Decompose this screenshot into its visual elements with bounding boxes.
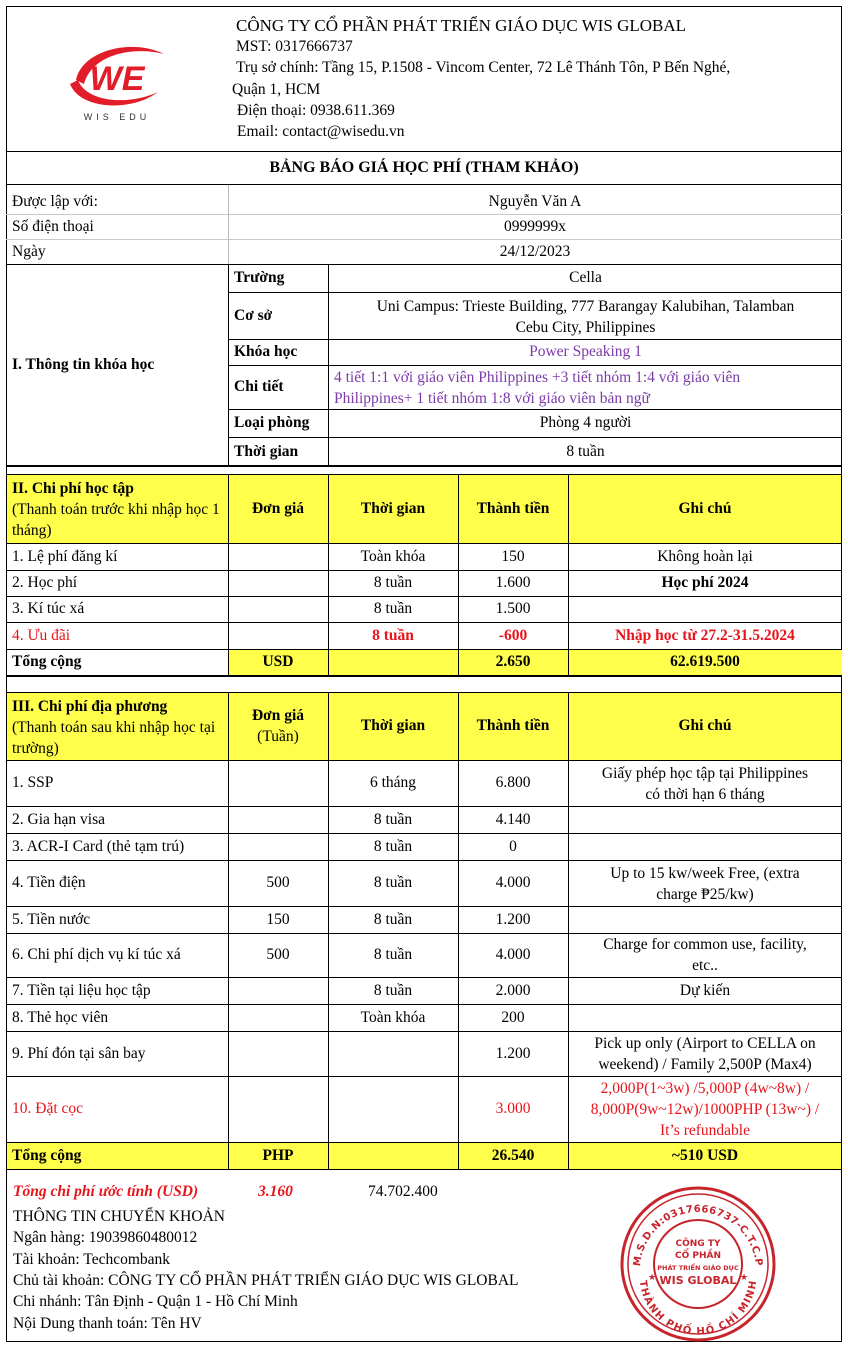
study-total-label: Tổng cộng <box>12 653 82 671</box>
study-col-amount: Thành tiền <box>476 499 550 517</box>
table-row-note: Charge for common use, facility, etc.. <box>603 936 807 974</box>
course-label: Khóa học <box>234 343 298 361</box>
course-section-label: I. Thông tin khóa học <box>12 355 155 373</box>
local-total-currency: PHP <box>262 1146 294 1164</box>
table-row-duration: 8 tuần <box>372 626 414 644</box>
local-col-duration: Thời gian <box>360 717 426 735</box>
table-row-amount: -600 <box>498 626 528 644</box>
address-line-1: Trụ sở chính: Tầng 15, P.1508 - Vincom Center, 72 Lê Thánh Tôn, P Bến Nghé, <box>236 59 731 76</box>
study-col-note: Ghi chú <box>678 499 732 517</box>
table-row-item: 5. Tiền nước <box>12 910 91 928</box>
table-row-duration: 8 tuần <box>373 600 413 618</box>
table-row-note: Pick up only (Airport to CELLA on weekend) / Family 2,500P (Max4) <box>594 1035 816 1073</box>
table-row-amount: 150 <box>501 547 525 565</box>
table-row-item: 3. Kí túc xá <box>12 600 85 618</box>
table-row-amount: 4.000 <box>495 946 531 964</box>
detail-value: 4 tiết 1:1 với giáo viên Philippines +3 tiết nhóm 1:4 với giáo viên Philippines+ 1 tiết nhóm 1:8 với giáo viên bản ngữ <box>334 369 741 407</box>
table-row-item: 10. Đặt cọc <box>12 1100 84 1118</box>
table-row-unit-price: 150 <box>266 910 290 928</box>
estimate-vnd: 74.702.400 <box>368 1183 438 1200</box>
table-row-duration: Toàn khóa <box>360 1008 426 1026</box>
prepared-for-value: Nguyễn Văn A <box>488 192 582 210</box>
table-row-amount: 0 <box>509 837 517 855</box>
account-line: Tài khoản: Techcombank <box>13 1251 171 1268</box>
course-value: Power Speaking 1 <box>529 343 642 361</box>
table-row-duration: 8 tuần <box>373 837 413 855</box>
campus-label: Cơ sở <box>234 306 273 324</box>
table-row-duration: 8 tuần <box>373 574 413 592</box>
campus-value: Uni Campus: Trieste Building, 777 Barangay Kalubihan, Talamban Cebu City, Philippines <box>376 298 795 336</box>
school-value: Cella <box>569 269 602 287</box>
table-row-duration: 8 tuần <box>373 910 413 928</box>
duration-label: Thời gian <box>234 442 299 460</box>
estimate-usd: 3.160 <box>258 1183 293 1200</box>
table-row-amount: 4.000 <box>495 874 531 892</box>
table-row-duration: 6 tháng <box>369 774 417 792</box>
document-title: BẢNG BÁO GIÁ HỌC PHÍ (THAM KHẢO) <box>269 159 579 177</box>
table-row-duration: 8 tuần <box>373 810 413 828</box>
local-total-label: Tổng cộng <box>12 1146 82 1164</box>
date-value: 24/12/2023 <box>499 242 571 260</box>
svg-text:CỔ PHẦN: CỔ PHẦN <box>674 1251 722 1261</box>
table-row-unit-price: 500 <box>266 874 290 892</box>
table-row-item: 2. Gia hạn visa <box>12 810 105 828</box>
date-label: Ngày <box>12 242 46 260</box>
svg-text:CÔNG TY: CÔNG TY <box>675 1239 721 1249</box>
table-row-duration: Toàn khóa <box>360 547 426 565</box>
branch-line: Chi nhánh: Tân Định - Quận 1 - Hồ Chí Minh <box>13 1293 298 1310</box>
table-row-note: Dự kiến <box>679 981 731 999</box>
prepared-for-label: Được lập với: <box>12 192 98 210</box>
table-row-amount: 1.200 <box>495 910 531 928</box>
table-row-duration: 8 tuần <box>373 946 413 964</box>
tax-code: MST: 0317666737 <box>236 38 353 55</box>
table-row-item: 2. Học phí <box>12 574 78 592</box>
room-label: Loại phòng <box>234 414 310 432</box>
svg-text:M.S.D.N:0317666737-C.T.C.P: M.S.D.N:0317666737-C.T.C.P <box>631 1203 764 1267</box>
phone-value: 0999999x <box>504 217 566 235</box>
table-row-item: 6. Chi phí dịch vụ kí túc xá <box>12 946 181 964</box>
local-total-amount: 26.540 <box>491 1146 535 1164</box>
estimate-label: Tổng chi phí ước tính (USD) <box>13 1183 199 1200</box>
table-row-duration: 8 tuần <box>373 981 413 999</box>
table-row-unit-price: 500 <box>266 946 290 964</box>
svg-text:PHÁT TRIỂN GIÁO DỤC: PHÁT TRIỂN GIÁO DỤC <box>657 1264 739 1272</box>
study-col-duration: Thời gian <box>360 499 426 517</box>
detail-label: Chi tiết <box>234 378 284 396</box>
table-row-amount: 4.140 <box>495 810 531 828</box>
study-total-note: 62.619.500 <box>670 653 740 671</box>
table-row-amount: 2.000 <box>495 981 531 999</box>
study-total-amount: 2.650 <box>495 653 531 671</box>
local-col-note: Ghi chú <box>678 717 732 735</box>
svg-text:★: ★ <box>647 1272 657 1282</box>
table-row-duration: 8 tuần <box>373 874 413 892</box>
table-row-note: Học phí 2024 <box>661 574 749 592</box>
phone-label: Số điện thoại <box>12 217 94 235</box>
school-label: Trường <box>234 269 285 287</box>
table-row-amount: 1.600 <box>495 574 531 592</box>
local-col-amount: Thành tiền <box>476 717 550 735</box>
company-logo <box>62 40 172 124</box>
svg-text:WIS GLOBAL: WIS GLOBAL <box>659 1274 737 1287</box>
study-section-header: II. Chi phí học tập (Thanh toán trước khi nhập học 1 tháng) <box>12 480 220 539</box>
company-phone: Điện thoại: 0938.611.369 <box>237 102 395 119</box>
room-value: Phòng 4 người <box>539 414 632 432</box>
svg-text:WE: WE <box>89 60 145 98</box>
table-row-amount: 3.000 <box>495 1100 531 1118</box>
table-row-amount: 200 <box>501 1008 525 1026</box>
local-total-note: ~510 USD <box>671 1146 739 1164</box>
table-row-note: Nhập học từ 27.2-31.5.2024 <box>615 626 795 644</box>
svg-text:★: ★ <box>739 1272 749 1282</box>
company-name: CÔNG TY CỔ PHẦN PHÁT TRIỂN GIÁO DỤC WIS GLOBAL <box>236 16 687 35</box>
table-row-note <box>568 597 842 622</box>
svg-text:WIS EDU: WIS EDU <box>83 112 151 122</box>
table-row-amount: 1.200 <box>495 1044 531 1062</box>
content-line: Nội Dung thanh toán: Tên HV <box>13 1315 202 1332</box>
table-row-amount: 6.800 <box>495 774 531 792</box>
table-row-item: 8. Thẻ học viên <box>12 1008 109 1026</box>
company-email: Email: contact@wisedu.vn <box>237 123 405 140</box>
local-col-unit-price: Đơn giá (Tuần) <box>251 707 305 745</box>
bank-line: Ngân hàng: 19039860480012 <box>13 1229 198 1246</box>
table-row-note: Up to 15 kw/week Free, (extra charge ₱25/kw) <box>610 865 800 903</box>
table-row-item: 1. Lệ phí đăng kí <box>12 547 118 565</box>
address-line-2: Quận 1, HCM <box>232 81 321 98</box>
local-section-header: III. Chi phí địa phương (Thanh toán sau khi nhập học tại trường) <box>12 698 216 757</box>
duration-value: 8 tuần <box>566 442 605 460</box>
table-row-item: 9. Phí đón tại sân bay <box>12 1044 146 1062</box>
study-col-unit-price: Đơn giá <box>251 499 305 517</box>
table-row-item: 1. SSP <box>12 774 54 792</box>
table-row-item: 3. ACR-I Card (thẻ tạm trú) <box>12 837 185 855</box>
svg-text:THÀNH PHỐ HỒ CHÍ MINH: THÀNH PHỐ HỒ CHÍ MINH <box>636 1279 760 1338</box>
table-row-note: Không hoàn lại <box>657 547 753 565</box>
holder-line: Chủ tài khoản: CÔNG TY CỔ PHẦN PHÁT TRIỂN GIÁO DỤC WIS GLOBAL <box>13 1272 519 1289</box>
table-row-item: 4. Tiền điện <box>12 874 86 892</box>
table-row-note: Giấy phép học tập tại Philippines có thời hạn 6 tháng <box>601 765 809 803</box>
table-row-amount: 1.500 <box>495 600 531 618</box>
table-row-item: 7. Tiền tại liệu học tập <box>12 981 151 999</box>
table-row-note: 2,000P(1~3w) /5,000P (4w~8w) / 8,000P(9w~12w)/1000PHP (13w~) / It’s refundable <box>590 1080 820 1139</box>
study-total-currency: USD <box>262 653 294 671</box>
table-row-item: 4. Ưu đãi <box>12 626 71 644</box>
company-stamp <box>618 1184 778 1344</box>
bank-heading: THÔNG TIN CHUYỂN KHOẢN <box>13 1208 225 1225</box>
